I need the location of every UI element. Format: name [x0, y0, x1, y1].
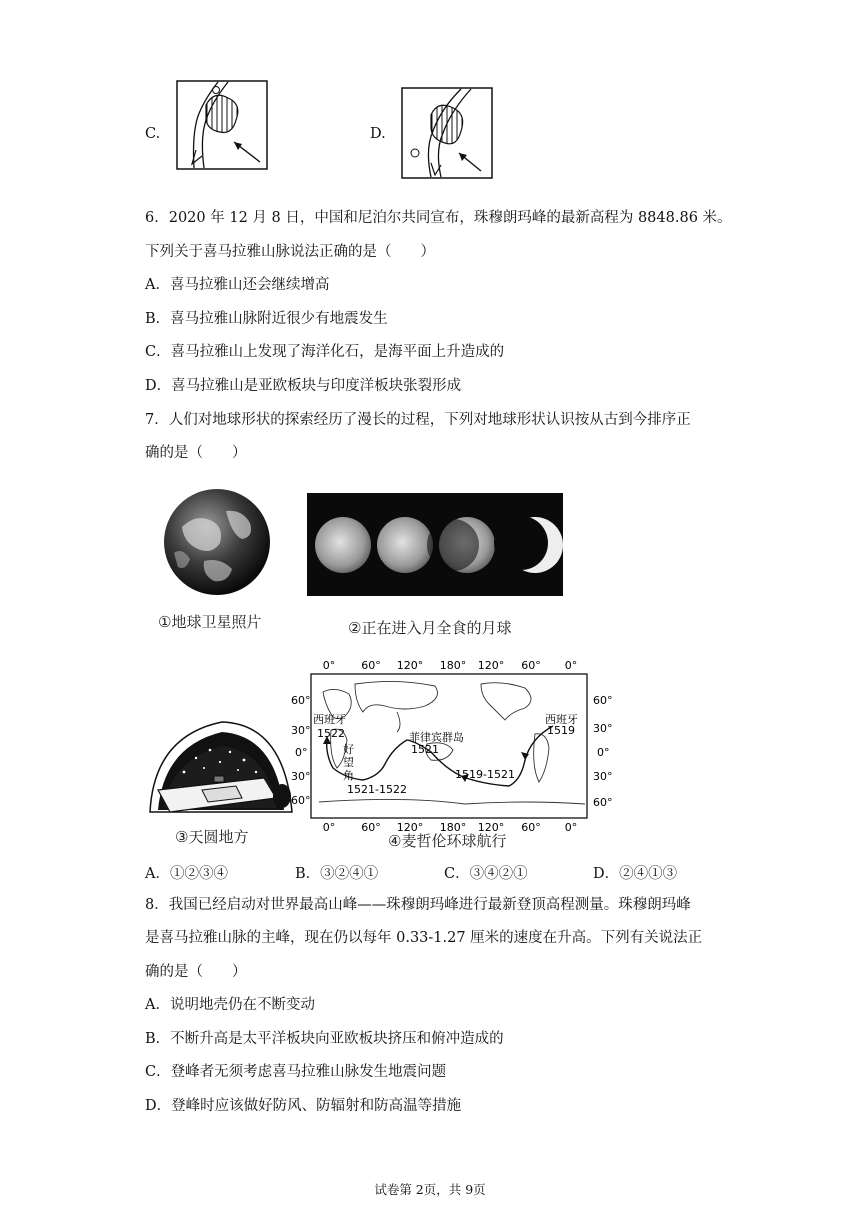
- earth-satellite-photo: [162, 487, 272, 597]
- map-bottom-tick: 120°: [396, 821, 424, 834]
- q8-option-b: B．不断升高是太平洋板块向亚欧板块挤压和俯冲造成的: [145, 1031, 504, 1047]
- map-label-cape-3: 角: [343, 769, 354, 782]
- page-footer: 试卷第 2页，共 9页: [374, 1182, 486, 1197]
- map-bottom-tick: 0°: [564, 821, 578, 834]
- q8-option-a: A．说明地壳仍在不断变动: [145, 997, 315, 1013]
- q8-option-d: D．登峰时应该做好防风、防辐射和防高温等措施: [145, 1098, 462, 1114]
- caption-1: ①地球卫星照片: [158, 613, 262, 631]
- map-bottom-tick: 120°: [477, 821, 505, 834]
- q7-option-a: A．①②③④: [145, 866, 228, 882]
- map-left-tick: 60°: [291, 794, 311, 807]
- q5-option-c-label: C.: [145, 126, 161, 142]
- q6-stem-line1: 6．2020 年 12 月 8 日，中国和尼泊尔共同宣布，珠穆朗玛峰的最新高程为 8848.86 米。: [145, 210, 732, 226]
- map-top-tick: 0°: [564, 659, 578, 672]
- map-right-tick: 30°: [593, 722, 613, 735]
- map-label-1519: 1519: [547, 724, 575, 737]
- caption-3: ③天圆地方: [175, 828, 249, 846]
- map-right-tick: 60°: [593, 796, 613, 809]
- q7-option-d: D．②④①③: [593, 866, 678, 882]
- map-label-cape-1: 好: [343, 743, 354, 756]
- map-left-tick: 60°: [291, 694, 311, 707]
- map-left-tick: 30°: [291, 724, 311, 737]
- map-top-tick: 60°: [521, 659, 541, 672]
- map-top-tick: 120°: [477, 659, 505, 672]
- q5-figure-d: [401, 87, 493, 179]
- map-right-tick: 60°: [593, 694, 613, 707]
- map-left-tick: 0°: [295, 746, 308, 759]
- lunar-eclipse-photo: [307, 493, 563, 596]
- q8-stem-line2: 是喜马拉雅山脉的主峰，现在仍以每年 0.33-1.27 厘米的速度在升高。下列有关说法正: [145, 930, 703, 946]
- q6-option-a: A．喜马拉雅山还会继续增高: [145, 277, 330, 293]
- magellan-route-map: [285, 656, 615, 846]
- q8-stem-line1: 8．我国已经启动对世界最高山峰——珠穆朗玛峰进行最新登顶高程测量。珠穆朗玛峰: [145, 897, 691, 913]
- map-bottom-tick: 60°: [521, 821, 541, 834]
- q6-option-d: D．喜马拉雅山是亚欧板块与印度洋板块张裂形成: [145, 378, 462, 394]
- caption-2: ②正在进入月全食的月球: [348, 619, 512, 637]
- q7-option-c: C．③④②①: [444, 866, 528, 882]
- map-label-spain-right: 西班牙: [545, 713, 578, 726]
- map-label-1522: 1522: [317, 727, 345, 740]
- map-label-philippines: 菲律宾群岛: [409, 731, 464, 744]
- map-bottom-tick: 0°: [322, 821, 336, 834]
- q5-option-d-label: D.: [370, 126, 386, 142]
- map-label-1519-1521: 1519-1521: [455, 768, 515, 781]
- map-top-tick: 180°: [439, 659, 467, 672]
- map-left-tick: 30°: [291, 770, 311, 783]
- map-label-1521: 1521: [411, 743, 439, 756]
- q6-stem-line2: 下列关于喜马拉雅山脉说法正确的是（ ）: [145, 244, 435, 260]
- q8-stem-line3: 确的是（ ）: [145, 964, 247, 980]
- map-label-cape-2: 望: [343, 756, 354, 769]
- q7-option-b: B．③②④①: [295, 866, 379, 882]
- map-label-spain-left: 西班牙: [313, 713, 346, 726]
- q5-figure-c: [176, 80, 268, 170]
- map-label-1521-1522: 1521-1522: [347, 783, 407, 796]
- q6-option-b: B．喜马拉雅山脉附近很少有地震发生: [145, 311, 388, 327]
- q8-option-c: C．登峰者无须考虑喜马拉雅山脉发生地震问题: [145, 1064, 447, 1080]
- q7-stem-line1: 7．人们对地球形状的探索经历了漫长的过程，下列对地球形状认识按从古到今排序正: [145, 412, 691, 428]
- map-bottom-tick: 180°: [439, 821, 467, 834]
- round-heaven-square-earth-figure: [144, 716, 294, 826]
- map-top-tick: 0°: [322, 659, 336, 672]
- map-top-tick: 60°: [361, 659, 381, 672]
- map-bottom-tick: 60°: [361, 821, 381, 834]
- map-top-tick: 120°: [396, 659, 424, 672]
- map-right-tick: 0°: [597, 746, 610, 759]
- map-right-tick: 30°: [593, 770, 613, 783]
- q7-stem-line2: 确的是（ ）: [145, 445, 247, 461]
- caption-4: ④麦哲伦环球航行: [388, 832, 507, 850]
- q6-option-c: C．喜马拉雅山上发现了海洋化石，是海平面上升造成的: [145, 344, 505, 360]
